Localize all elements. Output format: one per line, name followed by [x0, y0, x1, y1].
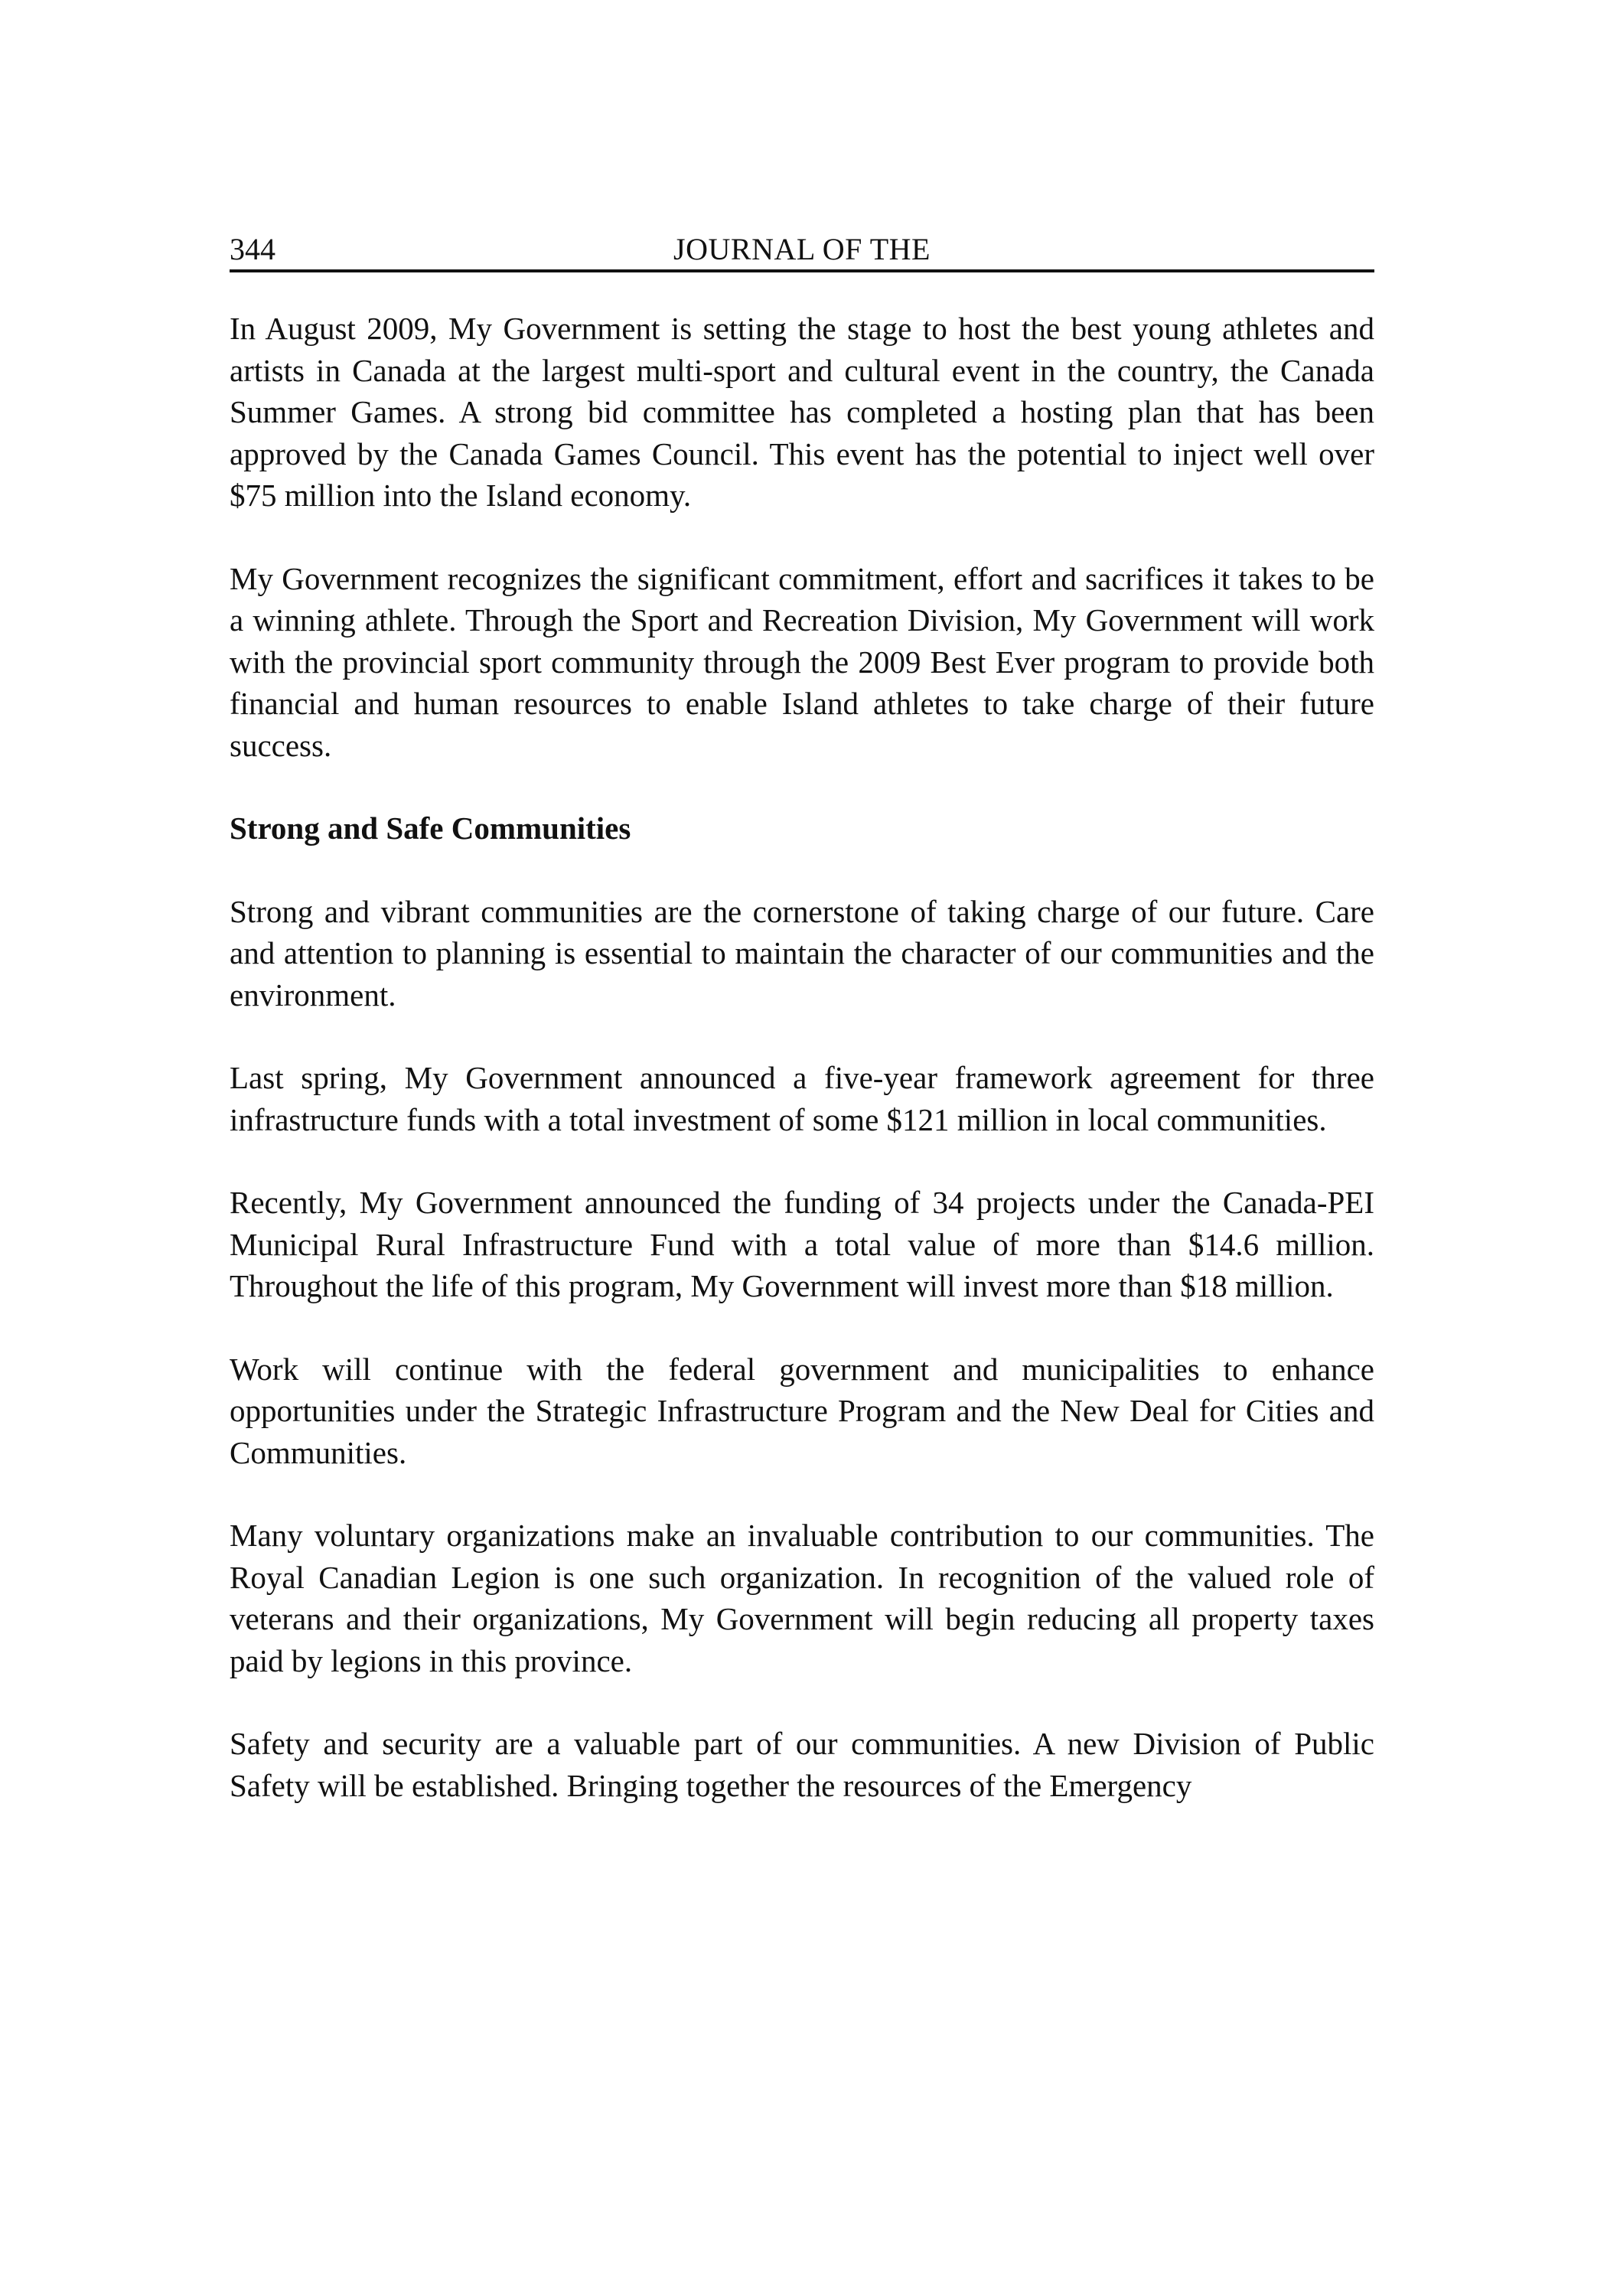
page-number: 344	[230, 232, 275, 266]
running-header	[230, 230, 1374, 272]
journal-page	[230, 230, 1374, 1848]
section-heading: Strong and Safe Communities	[230, 810, 631, 846]
paragraph-best-ever-program: My Government recognizes the significant commitment, effort and sacrifices it takes to be a winning athlete. Through the Sport and Recreation Division, My Government will work with the provincial sport community through the 2009 Best Ever program to provide both financial and human resources to enable Island athletes to take charge of their future success.	[230, 560, 1374, 763]
paragraph-rural-infrastructure: Recently, My Government announced the funding of 34 projects under the Canada-PEI Municipal Rural Infrastructure Fund with a total value of more than $14.6 million. Throughout the life of this program, My Government will invest more than $18 million.	[230, 1185, 1374, 1303]
paragraph-infrastructure-funds: Last spring, My Government announced a five-year framework agreement for three infrastructure funds with a total investment of some $121 million in local communities.	[230, 1060, 1374, 1137]
paragraph-canada-summer-games: In August 2009, My Government is setting the stage to host the best young athletes and artists in Canada at the largest multi-sport and cultural event in the country, the Canada Summer Games. A strong bid committee has completed a hosting plan that has been approved by the Canada Games Council. This event has the potential to inject well over $75 million into the Island economy.	[230, 311, 1374, 513]
journal-title: JOURNAL OF THE	[673, 232, 931, 266]
paragraph-royal-canadian-legion: Many voluntary organizations make an invaluable contribution to our communities. The Royal Canadian Legion is one such organization. In recognition of the valued role of veterans and their organizations, My Government will begin reducing all property taxes paid by legions in this province.	[230, 1518, 1374, 1678]
paragraph-vibrant-communities: Strong and vibrant communities are the cornerstone of taking charge of our future. Care and attention to planning is essential to maintain the character of our communities and the environment.	[230, 893, 1374, 1013]
paragraph-strategic-infrastructure: Work will continue with the federal government and municipalities to enhance opportunities under the Strategic Infrastructure Program and the New Deal for Cities and Communities.	[230, 1351, 1374, 1470]
paragraph-public-safety: Safety and security are a valuable part of our communities. A new Division of Public Safety will be established. Bringing together the resources of the Emergency	[230, 1726, 1374, 1803]
body-text	[230, 308, 1374, 1806]
